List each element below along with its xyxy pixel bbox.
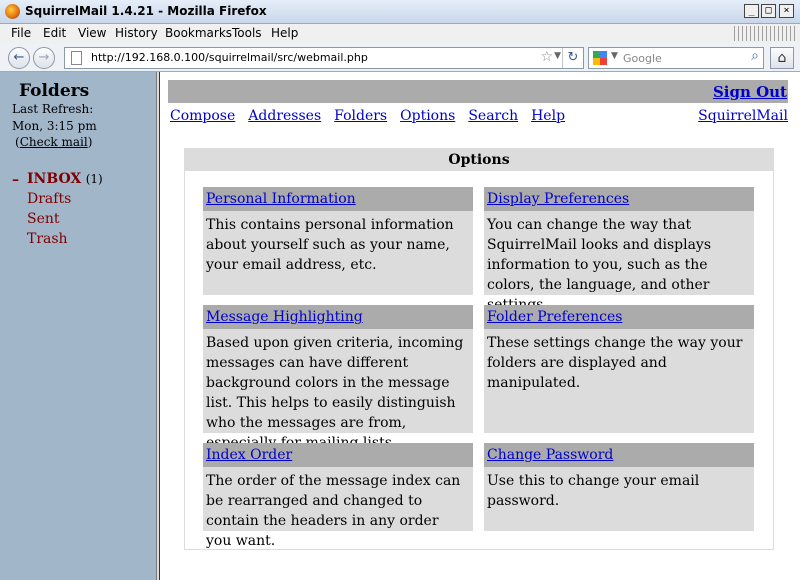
option-card-header [203,187,473,211]
page-icon [71,51,82,65]
search-icon[interactable]: ⌕ [751,48,759,64]
menu-edit[interactable]: Edit [43,26,67,40]
menu-history[interactable]: History [115,26,158,40]
option-card-header [484,305,754,329]
back-arrow-icon[interactable]: ← [8,47,30,69]
menu-bookmarks[interactable]: Bookmarks [165,26,233,40]
close-icon[interactable]: × [779,4,794,18]
collapse-folders-toggle[interactable]: – [12,172,19,188]
option-link-personal-information[interactable]: Personal Information [206,191,356,207]
option-card-header [484,187,754,211]
option-card-display-preferences [484,187,754,295]
window-title: SquirrelMail 1.4.21 - Mozilla Firefox [25,4,267,18]
nav-folders[interactable]: Folders [334,108,388,124]
menu-bar [0,24,800,44]
inbox-unread-count: (1) [85,172,103,186]
folders-title: Folders [19,81,90,101]
options-panel [184,148,774,550]
main-nav-links [170,108,578,124]
option-card-header [484,443,754,467]
menu-help[interactable]: Help [271,26,299,40]
inbox-label[interactable]: INBOX [27,171,82,187]
search-placeholder[interactable]: Google [623,52,662,65]
address-bar[interactable] [64,47,584,69]
home-icon[interactable]: ⌂ [770,47,794,69]
option-card-change-password [484,443,754,531]
option-description: You can change the way that SquirrelMail looks and displays information to you, such as the colors, the language, and other [487,217,712,293]
last-refresh-time: Mon, 3:15 pm [12,119,97,133]
option-card-header [203,305,473,329]
menu-file[interactable]: File [11,26,32,40]
option-link-message-highlighting[interactable]: Message Highlighting [206,309,363,325]
check-mail-link[interactable]: Check mail [19,135,88,149]
search-engine-dropdown-icon[interactable]: ▼ [611,51,618,61]
option-card-message-highlighting [203,305,473,433]
option-card-header [203,443,473,467]
firefox-logo-icon [5,4,20,19]
option-description: This contains personal information about yourself such as your name, your email address, etc. [206,217,454,273]
page-content [0,72,800,580]
option-link-display-preferences[interactable]: Display Preferences [487,191,630,207]
nav-compose[interactable]: Compose [170,108,236,124]
option-card-personal-information [203,187,473,295]
url-text[interactable]: http://192.168.0.100/squirrelmail/src/webmail.php [91,51,368,64]
folder-trash[interactable]: Trash [27,231,68,247]
sign-out-link[interactable]: Sign Out [712,83,787,101]
option-link-index-order[interactable]: Index Order [206,447,293,463]
menu-tools[interactable]: Tools [232,26,262,40]
option-link-folder-preferences[interactable]: Folder Preferences [487,309,623,325]
options-heading: Options [185,149,773,171]
option-link-change-password[interactable]: Change Password [487,447,614,463]
option-card-index-order [203,443,473,549]
search-box[interactable] [588,47,764,69]
menu-view[interactable]: View [78,26,107,40]
forward-arrow-icon[interactable]: → [33,47,55,69]
check-mail-wrapper: (Check mail) [15,135,93,149]
google-icon[interactable] [593,51,607,65]
navigation-toolbar [0,44,800,72]
folder-sent[interactable]: Sent [27,211,60,227]
top-bar [168,80,788,103]
option-card-folder-preferences [484,305,754,433]
window-titlebar [0,0,800,24]
option-description: Use this to change your email password. [487,473,700,509]
maximize-icon[interactable]: □ [761,4,776,18]
reload-icon[interactable]: ↻ [562,48,583,68]
squirrelmail-link[interactable]: SquirrelMail [698,108,788,124]
option-description: The order of the message index can be rearranged and changed to contain the headers in any order you want. [206,473,461,549]
folder-inbox[interactable] [27,171,103,187]
history-dropdown-icon[interactable]: ▼ [554,51,561,61]
folder-pane [0,72,157,580]
option-description: Based upon given criteria, incoming messages can have different background colors in the message list. This helps to easily distinguish who the messages are from, [206,335,464,431]
bookmark-star-icon[interactable]: ☆ [540,49,553,65]
minimize-icon[interactable]: _ [744,4,759,18]
option-description: These settings change the way your folders are displayed and manipulated. [487,335,743,391]
nav-search[interactable]: Search [468,108,519,124]
folder-drafts[interactable]: Drafts [27,191,72,207]
nav-help[interactable]: Help [531,108,566,124]
nav-addresses[interactable]: Addresses [248,108,322,124]
toolbar-grip [734,26,796,41]
nav-options[interactable]: Options [400,108,456,124]
last-refresh-label: Last Refresh: [12,102,94,116]
main-pane [160,72,800,580]
